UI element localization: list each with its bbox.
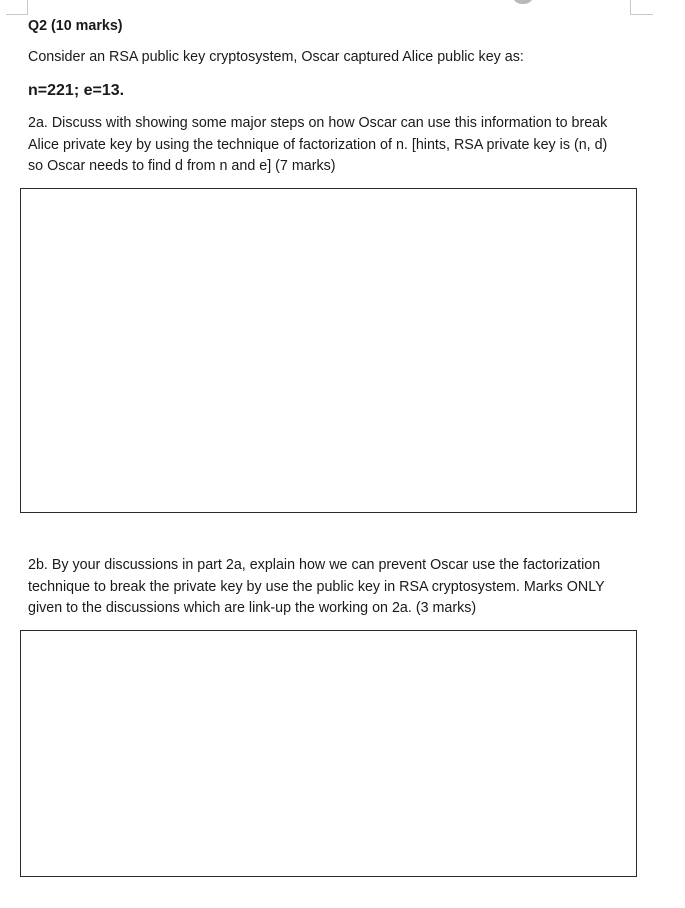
page-top-ornament — [512, 0, 534, 4]
question-heading: Q2 (10 marks) — [28, 18, 123, 34]
part-a-prompt — [28, 113, 607, 178]
question-intro: Consider an RSA public key cryptosystem, Oscar captured Alice public key as: — [28, 49, 524, 65]
part-a-line: so Oscar needs to find d from n and e] (7 marks) — [28, 158, 336, 174]
part-b-line: 2b. By your discussions in part 2a, explain how we can prevent Oscar use the factorization — [28, 557, 601, 573]
crop-mark-top-right — [630, 0, 653, 15]
public-key-values: n=221; e=13. — [28, 82, 125, 99]
part-a-line: Alice private key by using the technique of factorization of n. [hints, RSA private key is (n, d) — [28, 136, 608, 153]
part-b-answer-box[interactable] — [20, 630, 637, 877]
part-a-answer-box[interactable] — [20, 188, 637, 513]
part-b-line: given to the discussions which are link-up the working on 2a. (3 marks) — [28, 600, 477, 616]
crop-mark-top-left — [6, 0, 28, 15]
part-b-line: technique to break the private key by use the public key in RSA cryptosystem. Marks ONLY — [28, 578, 605, 595]
part-a-line: 2a. Discuss with showing some major steps on how Oscar can use this information to break — [28, 115, 608, 131]
part-b-prompt — [28, 555, 605, 620]
